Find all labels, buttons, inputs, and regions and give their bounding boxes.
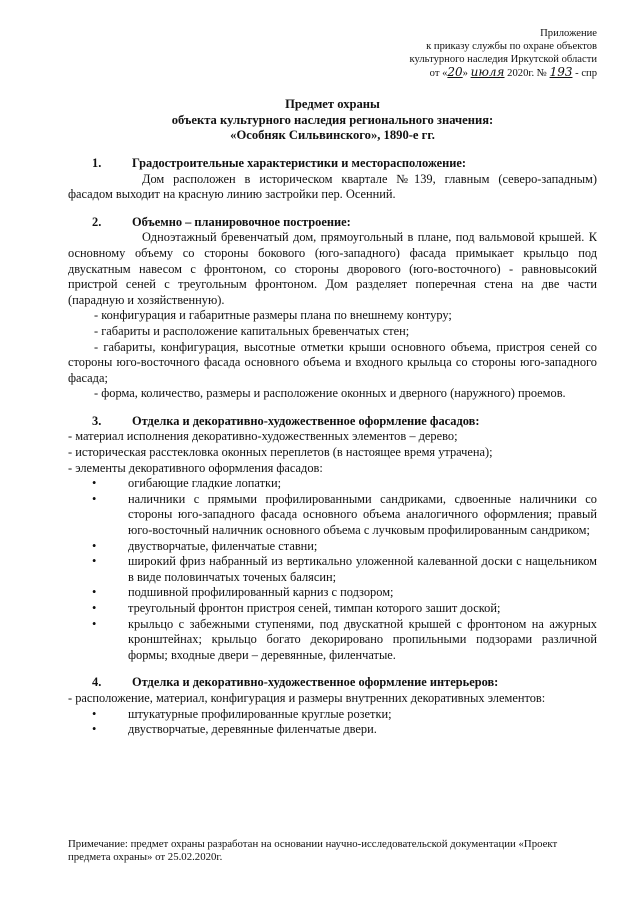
title-line: «Особняк Сильвинского», 1890-е гг. [230, 128, 435, 143]
appendix-line: Приложение [540, 28, 597, 39]
handwritten-day: 20 [447, 65, 463, 80]
bullet-icon: • [92, 554, 97, 569]
bullet-icon: • [92, 476, 97, 491]
list-item: - конфигурация и габаритные размеры плана по внешнему контуру; [94, 308, 452, 323]
bullet-item: • крыльцо с забежными ступенями, под двускатной крышей с фронтоном на ажурных кронштейнах; крыльцо богато декорировано пропильными подзорами различной формы; входные двери – деревянные, филенчатые. [68, 617, 597, 664]
section-2 [68, 215, 597, 402]
section-3 [68, 414, 597, 664]
list-item: - габариты и расположение капитальных бревенчатых стен; [94, 323, 410, 338]
list-item: - форма, количество, размеры и расположение оконных и дверного (наружного) проемов. [94, 386, 566, 401]
bullet-icon: • [92, 491, 97, 506]
section-heading-text: Объемно – планировочное построение: [132, 214, 351, 229]
section-number: 2. [92, 214, 102, 229]
section-heading-text: Градостроительные характеристики и месторасположение: [132, 155, 467, 170]
section-heading-text: Отделка и декоративно-художественное оформление фасадов: [132, 413, 480, 428]
section-4 [68, 675, 597, 737]
bullet-icon: • [92, 538, 97, 553]
list-item: - элементы декоративного оформления фасадов: [68, 460, 323, 475]
bullet-icon: • [92, 601, 97, 615]
bullet-item: • двустворчатые, деревянные филенчатые двери. [68, 722, 597, 738]
section-number: 1. [92, 155, 102, 170]
handwritten-month: июля [470, 65, 505, 80]
bullet-item: • наличники с прямыми профилированными сандриками, сдвоенные наличники со стороны юго-западного фасада основного объема аналогичного оформления; правый юго-восточный наличник основного объема с лучковым профилированным сандриком; [68, 492, 597, 539]
section-heading [68, 215, 597, 231]
bullet-item: • двустворчатые, филенчатые ставни; [68, 539, 597, 555]
title-line: Предмет охраны [285, 97, 380, 112]
list-item: - расположение, материал, конфигурация и размеры внутренних декоративных элементов: [68, 690, 546, 705]
bullet-icon: • [92, 585, 97, 600]
document-title [68, 97, 597, 144]
section-number: 3. [92, 413, 102, 428]
bullet-icon: • [92, 706, 97, 721]
list-item: - габариты, конфигурация, высотные отметки крыши основного объема, пристроя сеней со стороны юго-восточного фасада основного объема и входного крыльца со стороны юго-западного фасада; [68, 339, 597, 385]
bullet-item: • подшивной профилированный карниз с подзором; [68, 585, 597, 601]
section-heading [68, 414, 597, 430]
section-paragraph: Дом расположен в историческом квартале №139, главным (северо-западным) фасадом выходит на красную линию застройки пер. Осенний. [68, 171, 597, 202]
footnote: Примечание: предмет охраны разработан на основании научно-исследовательской документации «Проект предмета охраны» от 25.02.2020г. [68, 838, 558, 864]
appendix-line: культурного наследия Иркутской области [409, 53, 597, 65]
bullet-item: • треугольный фронтон пристроя сеней, тимпан которого зашит доской; [68, 601, 597, 617]
section-number: 4. [92, 675, 102, 690]
section-heading [68, 156, 597, 172]
section-heading-text: Отделка и декоративно-художественное оформление интерьеров: [132, 675, 499, 690]
section-paragraph: Одноэтажный бревенчатый дом, прямоугольный в плане, под вальмовой крышей. К основному объему со стороны бокового (юго-западного) фасада примыкает крыльцо под двускатным навесом с фронтоном, со стороны дворового (юго-восточного) - равновысокий пристрой сеней с треугольным фронтоном. Дом разделяет поперечная стена на две части (парадную и хозяйственную). [68, 230, 597, 307]
order-date-line: от «20» июля 2020г. № 193 - спр [429, 65, 597, 80]
title-line: объекта культурного наследия регионального значения: [171, 112, 494, 127]
list-item: - материал исполнения декоративно-художественных элементов – дерево; [68, 429, 458, 444]
bullet-icon: • [92, 722, 97, 737]
appendix-header [68, 28, 597, 81]
bullet-item: • штукатурные профилированные круглые розетки; [68, 707, 597, 723]
handwritten-number: 193 [549, 65, 573, 80]
appendix-line: к приказу службы по охране объектов [426, 40, 597, 52]
section-1 [68, 156, 597, 203]
section-heading [68, 675, 597, 691]
bullet-item: • огибающие гладкие лопатки; [68, 476, 597, 492]
list-item: - историческая расстекловка оконных переплетов (в настоящее время утрачена); [68, 445, 493, 460]
bullet-item: • широкий фриз набранный из вертикально уложенной калеванной доски с нащельником в виде половинчатых точеных балясин; [68, 554, 597, 585]
bullet-icon: • [92, 616, 97, 631]
